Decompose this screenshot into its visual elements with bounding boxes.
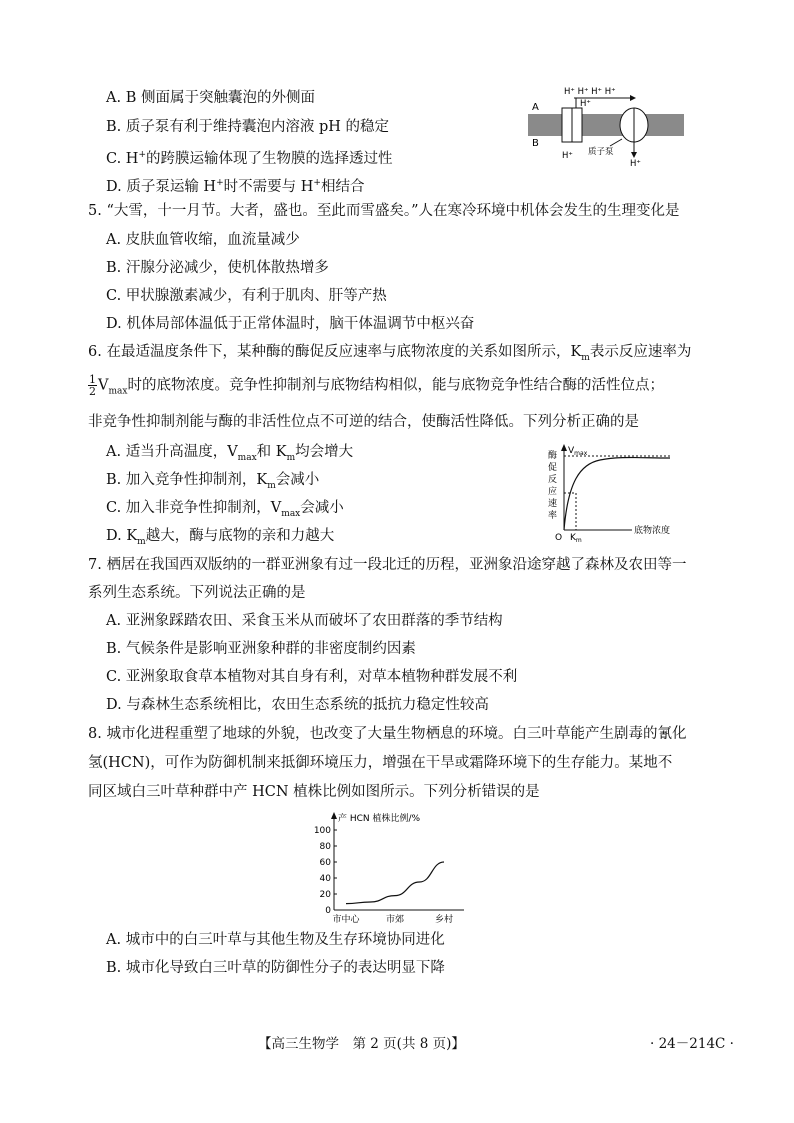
- q6-stem-line-1: 6. 在最适温度条件下，某种酶的酶促反应速率与底物浓度的关系如图所示，$K_m$表示反应速率为: [88, 344, 692, 363]
- channel-protein-right: [572, 108, 582, 142]
- svg-text:酶: 酶: [548, 451, 558, 461]
- q5-option-d: D. 机体局部体温低于正常体温时，脑干体温调节中枢兴奋: [106, 316, 475, 332]
- origin-label: O: [555, 533, 563, 543]
- q4-option-a: A. B 侧面属于突触囊泡的外侧面: [106, 90, 315, 106]
- q8-hcn-chart: [306, 812, 476, 924]
- footer-page-info: 【高三生物学 第 2 页(共 8 页)】: [258, 1036, 465, 1052]
- hcn-x-tick-label: 市中心: [332, 915, 360, 924]
- membrane-band: [528, 114, 684, 136]
- top-arrow-head: [630, 95, 636, 101]
- channel-protein-left: [562, 108, 572, 142]
- q6-option-c: C. 加入非竞争性抑制剂，$V_{max}$会减小: [106, 500, 344, 519]
- vmax-label: $V_{max}$: [568, 446, 588, 457]
- km-label: $K_m$: [570, 533, 582, 544]
- hcn-y-tick-label: 80: [319, 842, 331, 852]
- side-a-label: A: [532, 102, 539, 113]
- inner-ion-label: H⁺: [580, 99, 591, 109]
- q7-option-b: B. 气候条件是影响亚洲象种群的非密度制约因素: [106, 641, 416, 657]
- hcn-x-tick-label: 市郊: [385, 915, 405, 924]
- q6-stem-line-2: $\frac{1}{2}$ $V_{max}$时的底物浓度。竞争性抑制剂与底物结构相似，能与底物竞争性结合酶的活性位点；: [89, 373, 664, 398]
- pump-arrow-head: [631, 152, 637, 158]
- q4-option-b: B. 质子泵有利于维持囊泡内溶液 pH 的稳定: [106, 119, 390, 135]
- hcn-y-tick-label: 100: [313, 826, 331, 836]
- hcn-series-line: [346, 862, 444, 904]
- pump-label-pointer: [610, 139, 622, 146]
- hcn-y-tick-label: 0: [325, 906, 331, 916]
- q4-option-c: C. H+的跨膜运输体现了生物膜的选择透过性: [106, 150, 393, 167]
- q5-option-b: B. 汗腺分泌减少，使机体散热增多: [106, 260, 329, 276]
- q8-stem-line-1: 8. 城市化进程重塑了地球的外貌，也改变了大量生物栖息的环境。白三叶草能产生剧毒的氰化: [88, 726, 687, 742]
- q6-y-axis-label: [548, 449, 557, 521]
- svg-text:促: 促: [548, 463, 558, 473]
- svg-text:反: 反: [548, 475, 558, 485]
- q7-stem-line-1: 7. 栖居在我国西双版纳的一群亚洲象有过一段北迁的历程，亚洲象沿途穿越了森林及农田等一: [88, 557, 687, 573]
- q5-stem: 5. “大雪，十一月节。大者，盛也。至此而雪盛矣。”人在寒冷环境中机体会发生的生理变化是: [88, 203, 680, 219]
- q8-stem-line-3: 同区域白三叶草种群中产 HCN 植株比例如图所示。下列分析错误的是: [88, 784, 540, 800]
- svg-text:率: 率: [548, 511, 558, 521]
- rate-curve: [564, 458, 670, 531]
- q5-option-c: C. 甲状腺激素减少，有利于肌肉、肝等产热: [106, 288, 387, 304]
- footer-code: · 24－214C ·: [650, 1036, 734, 1052]
- top-ions-label: H⁺ H⁺ H⁺ H⁺: [564, 87, 616, 97]
- q4-membrane-figure: [524, 84, 690, 166]
- svg-text:应: 应: [548, 487, 558, 497]
- hcn-y-tick-label: 20: [319, 890, 331, 900]
- q4-option-d: D. 质子泵运输 H+时不需要与 H+相结合: [106, 178, 365, 195]
- hcn-y-tick-label: 60: [319, 858, 331, 868]
- hcn-y-tick-label: 40: [319, 874, 331, 884]
- q7-option-a: A. 亚洲象踩踏农田、采食玉米从而破坏了农田群落的季节结构: [106, 613, 503, 629]
- q8-option-a: A. 城市中的白三叶草与其他生物及生存环境协同进化: [106, 932, 445, 948]
- hcn-y-axis-label: 产 HCN 植株比例/%: [338, 814, 421, 824]
- hcn-y-axis-arrow: [331, 812, 337, 819]
- q6-option-a: A. 适当升高温度，$V_{max}$和 $K_m$均会增大: [106, 444, 354, 463]
- q7-option-c: C. 亚洲象取食草本植物对其自身有利，对草本植物种群发展不利: [106, 669, 518, 685]
- hcn-x-tick-label: 乡村: [434, 915, 454, 924]
- q6-option-d: D. $K_m$越大，酶与底物的亲和力越大: [106, 528, 335, 547]
- bottom-right-ion-label: H⁺: [630, 159, 641, 166]
- q8-stem-line-2: 氢(HCN)，可作为防御机制来抵御环境压力，增强在干旱或霜降环境下的生存能力。某地不: [88, 755, 673, 771]
- q5-option-a: A. 皮肤血管收缩，血流量减少: [106, 232, 300, 248]
- pump-label: 质子泵: [588, 147, 614, 157]
- q6-enzyme-figure: [540, 442, 690, 547]
- q7-option-d: D. 与森林生态系统相比，农田生态系统的抵抗力稳定性较高: [106, 697, 489, 713]
- side-b-label: B: [532, 138, 539, 149]
- q7-stem-line-2: 系列生态系统。下列说法正确的是: [88, 585, 306, 601]
- q6-stem-line-3: 非竞争性抑制剂能与酶的非活性位点不可逆的结合，使酶活性降低。下列分析正确的是: [88, 414, 639, 430]
- bottom-left-ion-label: H⁺: [562, 151, 573, 161]
- q8-option-b: B. 城市化导致白三叶草的防御性分子的表达明显下降: [106, 960, 445, 976]
- half-fraction: $\frac{1}{2}$: [89, 373, 96, 398]
- q6-option-b: B. 加入竞争性抑制剂，$K_m$会减小: [106, 472, 320, 491]
- q6-x-axis-label: 底物浓度: [634, 526, 671, 536]
- q6-y-axis-arrow: [561, 444, 567, 451]
- svg-text:速: 速: [548, 499, 558, 509]
